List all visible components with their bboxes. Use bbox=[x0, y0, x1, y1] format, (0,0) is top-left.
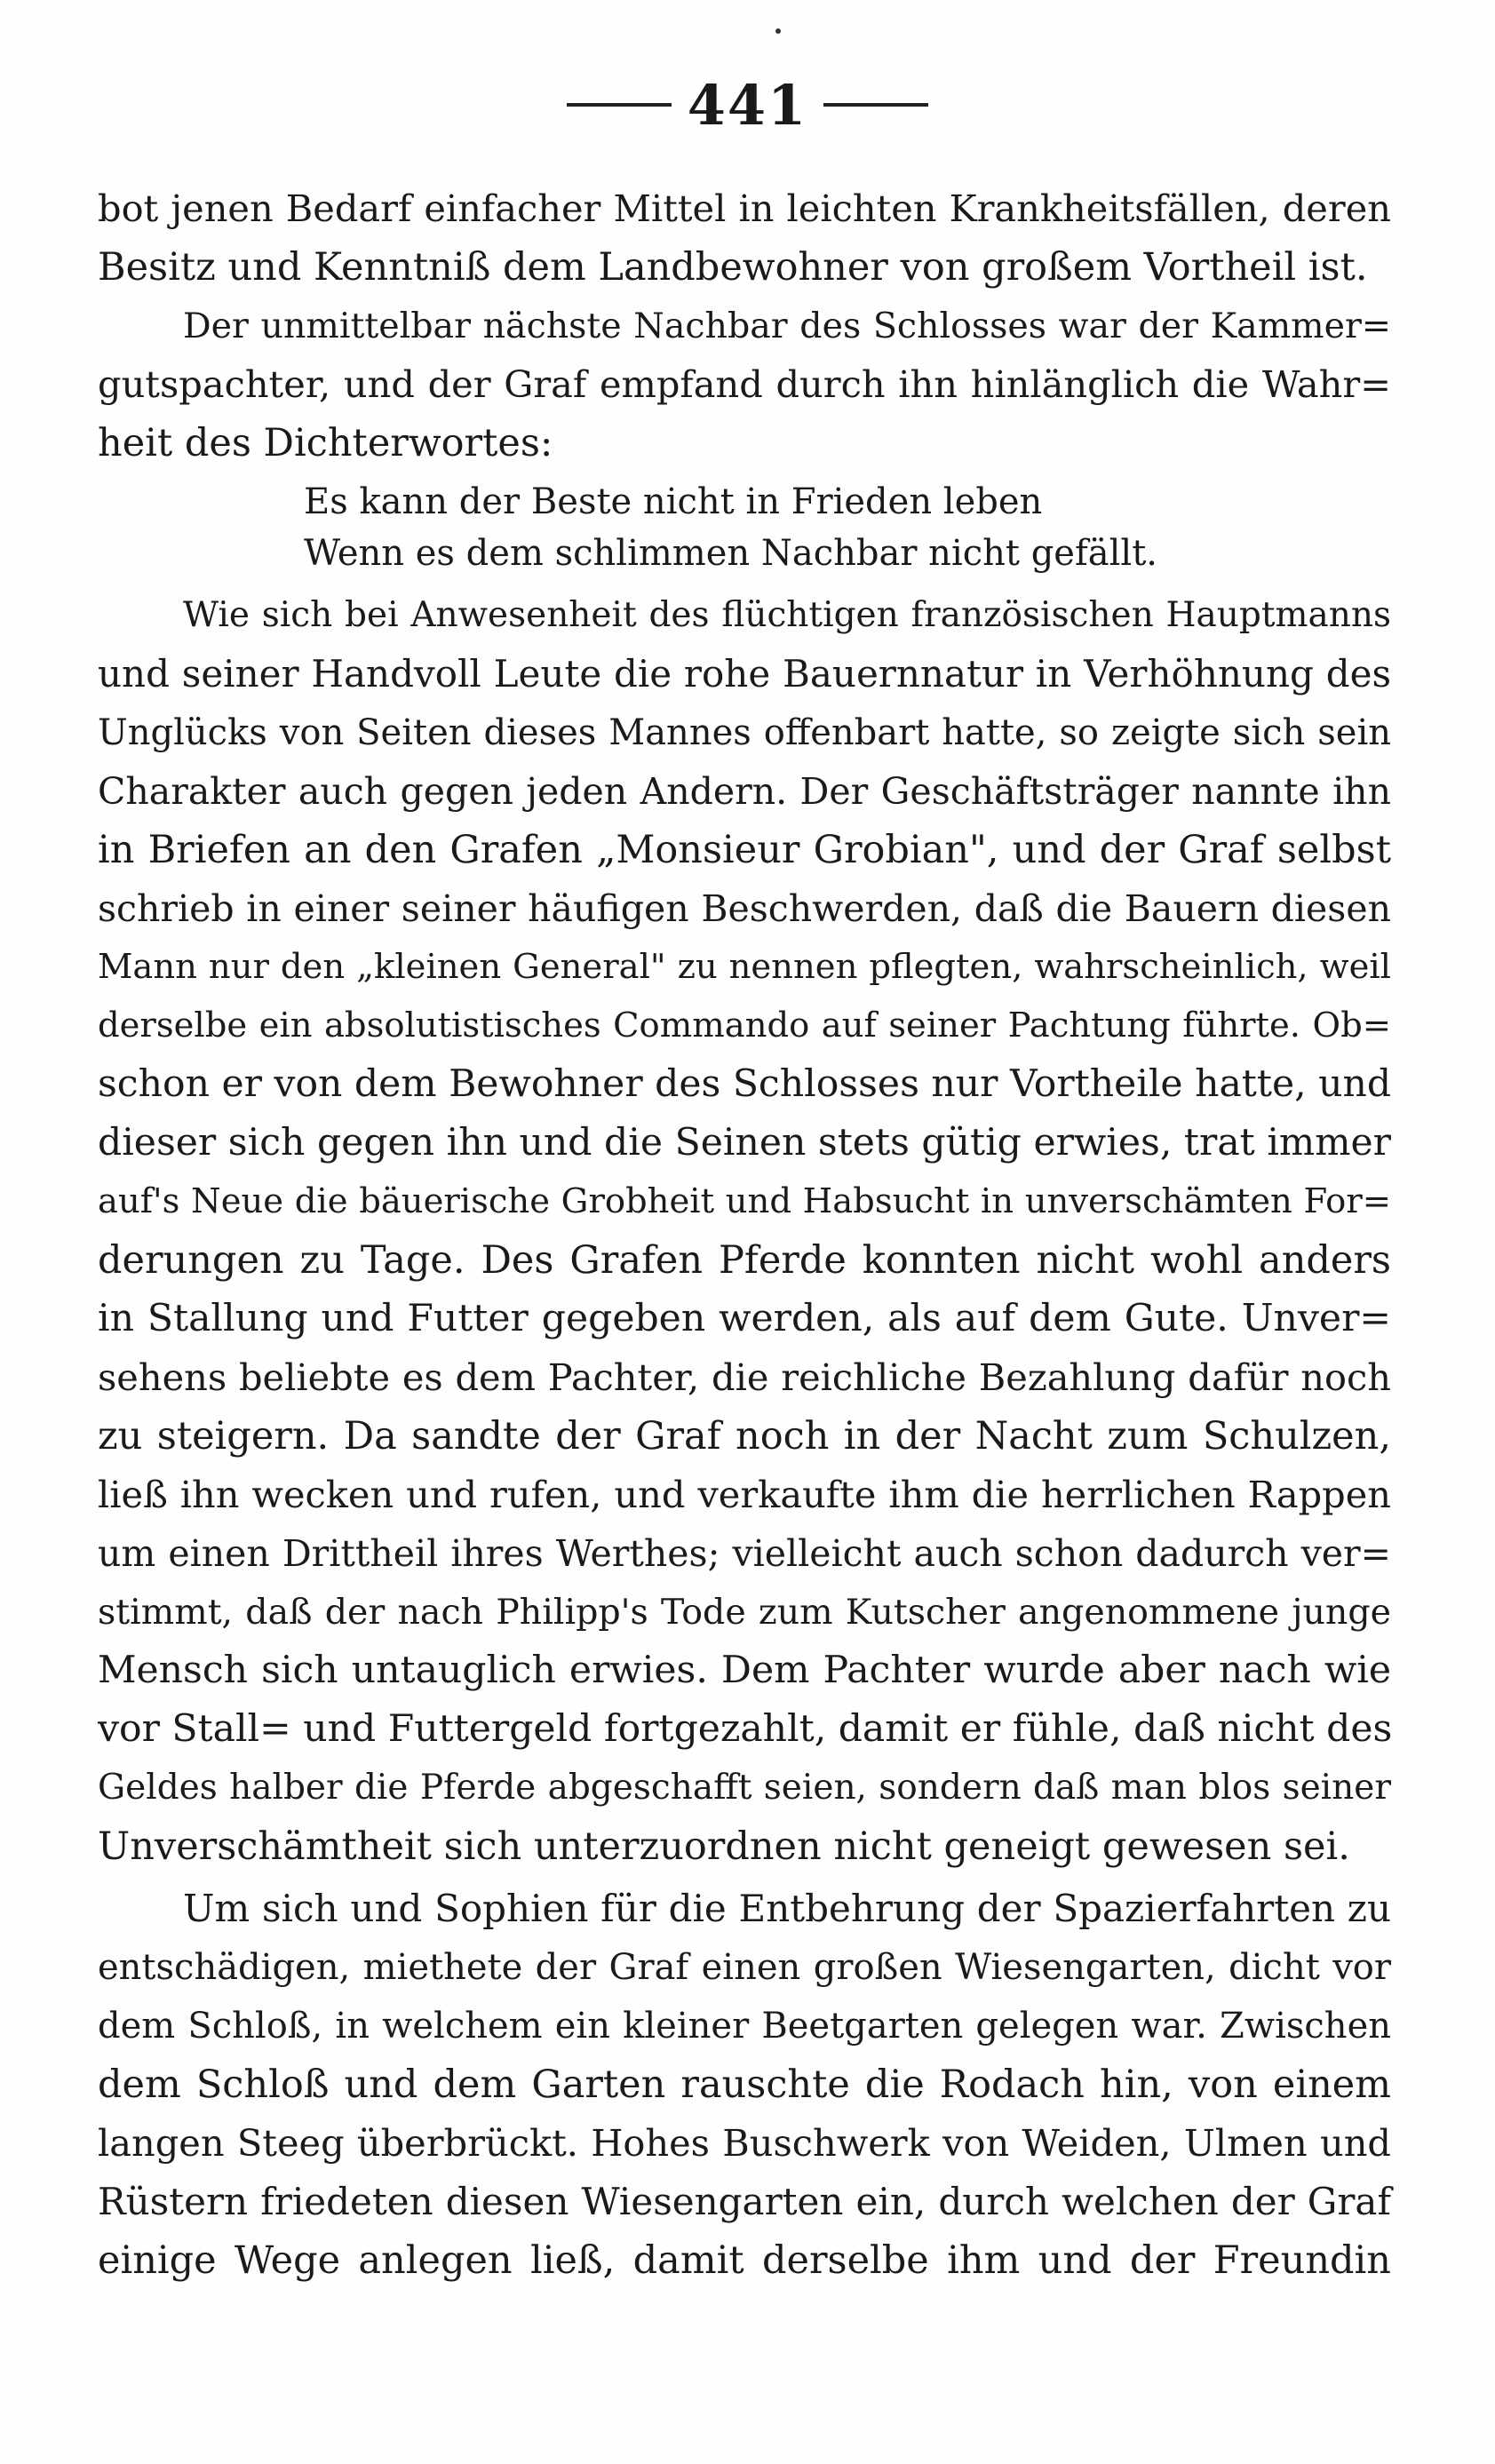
text-line: und seiner Handvoll Leute die rohe Bauernnatur in Verhöhnung des bbox=[98, 652, 1391, 695]
text-line: dem Schloß und dem Garten rauschte die Rodach hin, von einem bbox=[98, 2063, 1391, 2107]
right-rule bbox=[823, 103, 928, 107]
text-line: Mensch sich untauglich erwies. Dem Pachter wurde aber nach wie bbox=[98, 1649, 1391, 1692]
verse-line: Es kann der Beste nicht in Frieden leben bbox=[304, 481, 1043, 522]
left-rule bbox=[567, 103, 672, 107]
text-line: Unglücks von Seiten dieses Mannes offenbart hatte, so zeigte sich sein bbox=[98, 712, 1391, 753]
text-line: stimmt, daß der nach Philipp's Tode zum Kutscher angenommene junge bbox=[98, 1592, 1391, 1633]
text-line: auf's Neue die bäuerische Grobheit und Habsucht in unverschämten For= bbox=[98, 1181, 1391, 1221]
text-line: langen Steeg überbrückt. Hohes Buschwerk von Weiden, Ulmen und bbox=[98, 2121, 1391, 2165]
text-line: Wie sich bei Anwesenheit des flüchtigen französischen Hauptmanns bbox=[183, 595, 1391, 635]
text-line: bot jenen Bedarf einfacher Mittel in leichten Krankheitsfällen, deren bbox=[98, 187, 1391, 230]
text-line: Besitz und Kenntniß dem Landbewohner von großem Vortheil ist. bbox=[98, 245, 1368, 290]
text-line: Um sich und Sophien für die Entbehrung der Spazierfahrten zu bbox=[183, 1887, 1391, 1930]
text-line: Charakter auch gegen jeden Andern. Der Geschäftsträger nannte ihn bbox=[98, 770, 1391, 813]
text-line: schon er von dem Bewohner des Schlosses nur Vortheile hatte, und bbox=[98, 1062, 1392, 1106]
text-line: vor Stall= und Futtergeld fortgezahlt, damit er fühle, daß nicht des bbox=[98, 1707, 1393, 1751]
verse-line: Wenn es dem schlimmen Nachbar nicht gefällt. bbox=[304, 533, 1157, 574]
text-line: schrieb in einer seiner häufigen Beschwerden, daß die Bauern diesen bbox=[98, 887, 1391, 930]
body-text bbox=[98, 179, 1391, 2290]
text-line: in Briefen an den Grafen „Monsieur Grobian", und der Graf selbst bbox=[98, 828, 1391, 872]
ink-speck bbox=[775, 28, 781, 34]
text-line: sehens beliebte es dem Pachter, die reichliche Bezahlung dafür noch bbox=[98, 1355, 1391, 1399]
text-line: derungen zu Tage. Des Grafen Pferde konnten nicht wohl anders bbox=[98, 1238, 1391, 1283]
page-number: 441 bbox=[687, 73, 808, 138]
text-line: derselbe ein absolutistisches Commando auf seiner Pachtung führte. Ob= bbox=[98, 1005, 1391, 1045]
text-line: entschädigen, miethete der Graf einen großen Wiesengarten, dicht vor bbox=[98, 1947, 1391, 1988]
text-line: ließ ihn wecken und rufen, und verkaufte ihm die herrlichen Rappen bbox=[98, 1473, 1391, 1516]
text-line: einige Wege anlegen ließ, damit derselbe ihm und der Freundin bbox=[98, 2238, 1391, 2283]
text-line: gutspachter, und der Graf empfand durch ihn hinlänglich die Wahr= bbox=[98, 362, 1391, 406]
text-line: dieser sich gegen ihn und die Seinen stets gütig erwies, trat immer bbox=[98, 1121, 1391, 1164]
text-line: Rüstern friedeten diesen Wiesengarten ein, durch welchen der Graf bbox=[98, 2180, 1391, 2223]
text-line: heit des Dichterwortes: bbox=[98, 421, 553, 465]
text-line: in Stallung und Futter gegeben werden, als auf dem Gute. Unver= bbox=[98, 1297, 1391, 1340]
page-number-header bbox=[0, 73, 1495, 138]
text-line: um einen Drittheil ihres Werthes; vielleicht auch schon dadurch ver= bbox=[98, 1532, 1391, 1575]
text-line: dem Schloß, in welchem ein kleiner Beetgarten gelegen war. Zwischen bbox=[98, 2006, 1391, 2047]
text-line: zu steigern. Da sandte der Graf noch in der Nacht zum Schulzen, bbox=[98, 1414, 1391, 1459]
text-line: Geldes halber die Pferde abgeschafft seien, sondern daß man blos seiner bbox=[98, 1768, 1391, 1808]
text-line: Unverschämtheit sich unterzuordnen nicht geneigt gewesen sei. bbox=[98, 1824, 1350, 1869]
text-line: Mann nur den „kleinen General" zu nennen pflegten, wahrscheinlich, weil bbox=[98, 947, 1391, 987]
text-line: Der unmittelbar nächste Nachbar des Schlosses war der Kammer= bbox=[183, 306, 1391, 346]
